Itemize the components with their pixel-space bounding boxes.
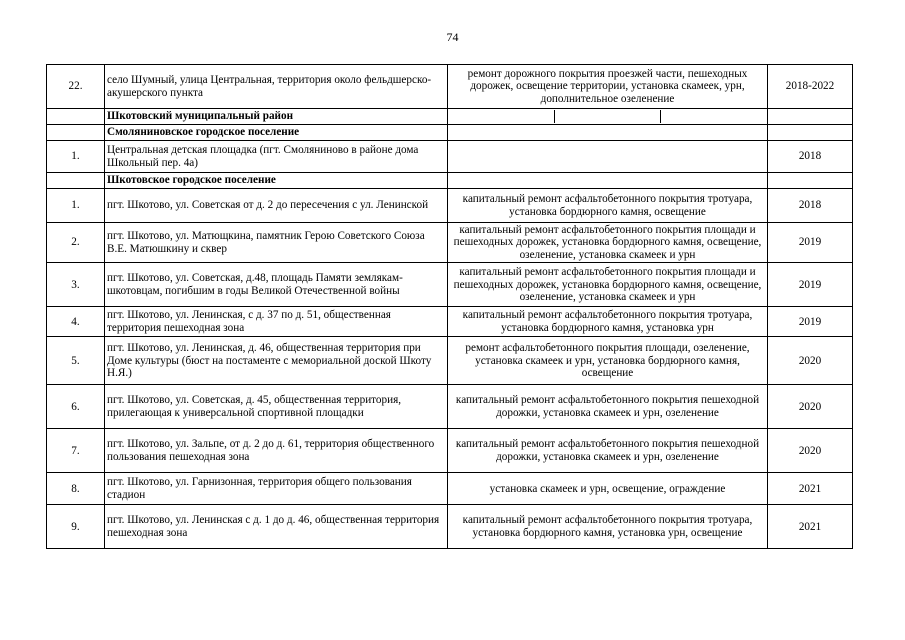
- row-number: 9.: [47, 505, 105, 549]
- table-row: [47, 65, 853, 109]
- table-row: [47, 263, 853, 307]
- section-title: Шкотовский муниципальный район: [105, 109, 448, 125]
- row-work: капитальный ремонт асфальтобетонного покрытия пешеходной дорожки, установка скамеек и урн, озеленение: [448, 385, 768, 429]
- row-work: ремонт асфальтобетонного покрытия площади, озеленение, установка скамеек и урн, установка бордюрного камня, освещение: [448, 337, 768, 385]
- row-address: пгт. Шкотово, ул. Ленинская, д. 46, общественная территория при Доме культуры (бюст на постаменте с мемориальной доской Шкоту Н.Я.): [105, 337, 448, 385]
- row-number: 7.: [47, 429, 105, 473]
- row-address: Центральная детская площадка (пгт. Смоляниново в районе дома Школьный пер. 4а): [105, 141, 448, 173]
- row-work: ремонт дорожного покрытия проезжей части, пешеходных дорожек, освещение территории, установка скамеек, урн, дополнительное озеленение: [448, 65, 768, 109]
- row-year: 2019: [768, 307, 853, 337]
- table-row: [47, 307, 853, 337]
- table-row: [47, 429, 853, 473]
- row-year: 2021: [768, 473, 853, 505]
- row-work: [448, 141, 768, 173]
- row-number: 6.: [47, 385, 105, 429]
- row-number: 3.: [47, 263, 105, 307]
- section-row: [47, 173, 853, 189]
- row-work: капитальный ремонт асфальтобетонного покрытия пешеходной дорожки, установка скамеек и урн, озеленение: [448, 429, 768, 473]
- row-year: 2020: [768, 429, 853, 473]
- row-address: пгт. Шкотово, ул. Советская, д. 45, общественная территория, прилегающая к универсальной спортивной площадки: [105, 385, 448, 429]
- row-year: 2019: [768, 223, 853, 263]
- table-row: [47, 385, 853, 429]
- row-number: 5.: [47, 337, 105, 385]
- row-work: капитальный ремонт асфальтобетонного покрытия площади и пешеходных дорожек, установка бордюрного камня, освещение, озеленение, установка скамеек и урн: [448, 263, 768, 307]
- improvement-table: [46, 64, 853, 549]
- row-year: 2021: [768, 505, 853, 549]
- row-address: пгт. Шкотово, ул. Матющкина, памятник Герою Советского Союза В.Е. Матюшкину и сквер: [105, 223, 448, 263]
- row-address: пгт. Шкотово, ул. Зальпе, от д. 2 до д. 61, территория общественного пользования пешеходная зона: [105, 429, 448, 473]
- row-address: пгт. Шкотово, ул. Гарнизонная, территория общего пользования стадион: [105, 473, 448, 505]
- row-number: 2.: [47, 223, 105, 263]
- row-year: 2018: [768, 189, 853, 223]
- row-number: 22.: [47, 65, 105, 109]
- section-title: Смоляниновское городское поселение: [105, 125, 448, 141]
- row-address: пгт. Шкотово, ул. Ленинская, с д. 37 по д. 51, общественная территория пешеходная зона: [105, 307, 448, 337]
- section-title: Шкотовское городское поселение: [105, 173, 448, 189]
- row-address: пгт. Шкотово, ул. Советская, д.48, площадь Памяти землякам-шкотовцам, погибшим в годы Великой Отечественной войны: [105, 263, 448, 307]
- row-year: 2018-2022: [768, 65, 853, 109]
- section-row: [47, 109, 853, 125]
- table-row: [47, 223, 853, 263]
- section-row: [47, 125, 853, 141]
- row-year: 2018: [768, 141, 853, 173]
- page-number: 74: [446, 30, 459, 44]
- row-address: пгт. Шкотово, ул. Советская от д. 2 до пересечения с ул. Ленинской: [105, 189, 448, 223]
- row-year: 2019: [768, 263, 853, 307]
- row-year: 2020: [768, 337, 853, 385]
- row-number: 8.: [47, 473, 105, 505]
- row-year: 2020: [768, 385, 853, 429]
- row-work: капитальный ремонт асфальтобетонного покрытия тротуара, установка бордюрного камня, установка урн, освещение: [448, 505, 768, 549]
- row-work: капитальный ремонт асфальтобетонного покрытия площади и пешеходных дорожек, установка бордюрного камня, освещение, озеленение, установка скамеек и урн: [448, 223, 768, 263]
- row-address: пгт. Шкотово, ул. Ленинская с д. 1 до д. 46, общественная территория пешеходная зона: [105, 505, 448, 549]
- row-address: село Шумный, улица Центральная, территория около фельдшерско-акушерского пункта: [105, 65, 448, 109]
- row-work: капитальный ремонт асфальтобетонного покрытия тротуара, установка бордюрного камня, установка урн: [448, 307, 768, 337]
- table-row: [47, 141, 853, 173]
- table-row: [47, 505, 853, 549]
- table-row: [47, 473, 853, 505]
- table-row: [47, 189, 853, 223]
- row-work: установка скамеек и урн, освещение, ограждение: [448, 473, 768, 505]
- row-work: капитальный ремонт асфальтобетонного покрытия тротуара, установка бордюрного камня, освещение: [448, 189, 768, 223]
- row-number: 4.: [47, 307, 105, 337]
- row-number: 1.: [47, 141, 105, 173]
- row-number: 1.: [47, 189, 105, 223]
- table-row: [47, 337, 853, 385]
